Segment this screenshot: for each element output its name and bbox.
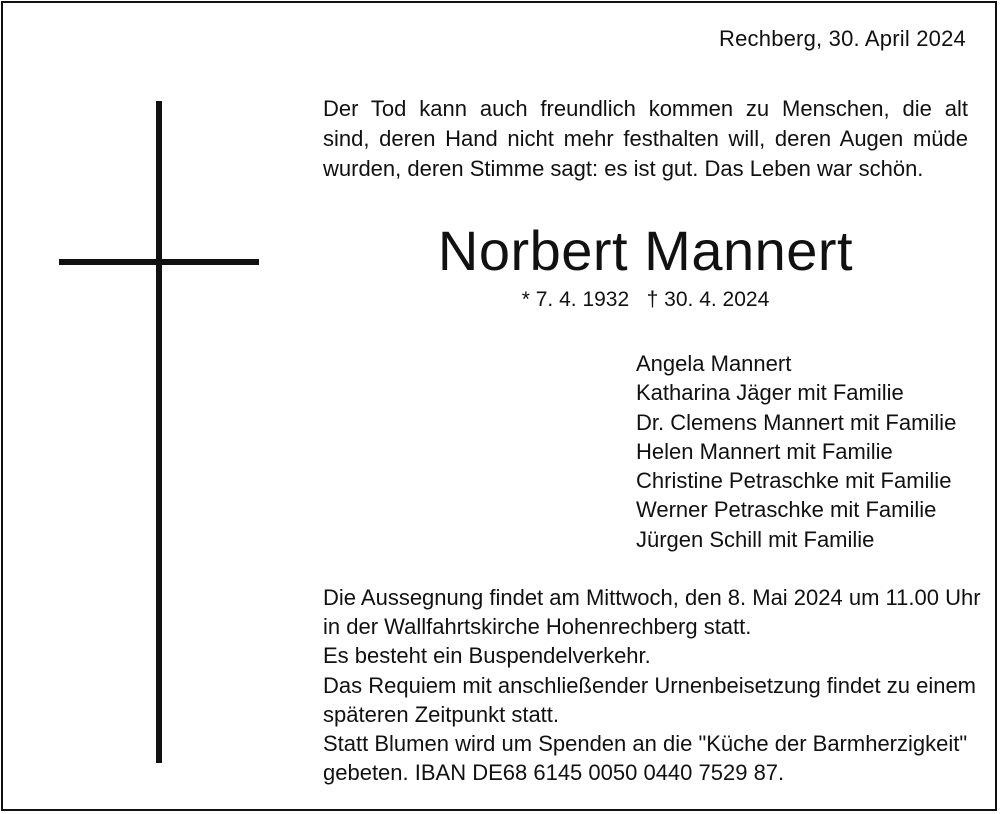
cross-vertical-bar [156, 101, 162, 763]
mourner-name: Jürgen Schill mit Familie [636, 526, 875, 552]
notice-line: späteren Zeitpunkt statt. [323, 701, 560, 727]
quote-line: wurden, deren Stimme sagt: es ist gut. Das Leben war schön. [323, 156, 924, 181]
life-dates: * 7. 4. 1932 † 30. 4. 2024 [521, 288, 770, 311]
memorial-quote [323, 94, 968, 184]
notice-line: Es besteht ein Buspendelverkehr. [323, 643, 651, 669]
quote-line: Der Tod kann auch freundlich kommen zu Menschen, die alt [323, 96, 968, 121]
funeral-notice [323, 583, 981, 787]
quote-line: sind, deren Hand nicht mehr festhalten will, deren Augen müde [323, 126, 968, 151]
mourner-name: Helen Mannert mit Familie [636, 438, 893, 464]
mourner-name: Katharina Jäger mit Familie [636, 380, 904, 406]
mourner-name: Angela Mannert [636, 351, 792, 376]
mourner-name: Christine Petraschke mit Familie [636, 468, 952, 494]
notice-line: Das Requiem mit anschließender Urnenbeisetzung findet zu einem [323, 672, 977, 698]
mourner-name: Dr. Clemens Mannert mit Familie [636, 409, 957, 435]
mourners-list [636, 349, 956, 554]
notice-line: gebeten. IBAN DE68 6145 0050 0440 7529 87. [323, 760, 785, 786]
notice-line: Die Aussegnung findet am Mittwoch, den 8. Mai 2024 um 11.00 Uhr [323, 585, 981, 610]
mourner-name: Werner Petraschke mit Familie [636, 497, 937, 523]
place-and-date: Rechberg, 30. April 2024 [719, 26, 966, 51]
notice-line: Statt Blumen wird um Spenden an die "Küche der Barmherzigkeit" [323, 731, 968, 757]
cross-horizontal-bar [59, 259, 259, 265]
deceased-name: Norbert Mannert [437, 219, 854, 282]
notice-line: in der Wallfahrtskirche Hohenrechberg statt. [323, 614, 752, 640]
